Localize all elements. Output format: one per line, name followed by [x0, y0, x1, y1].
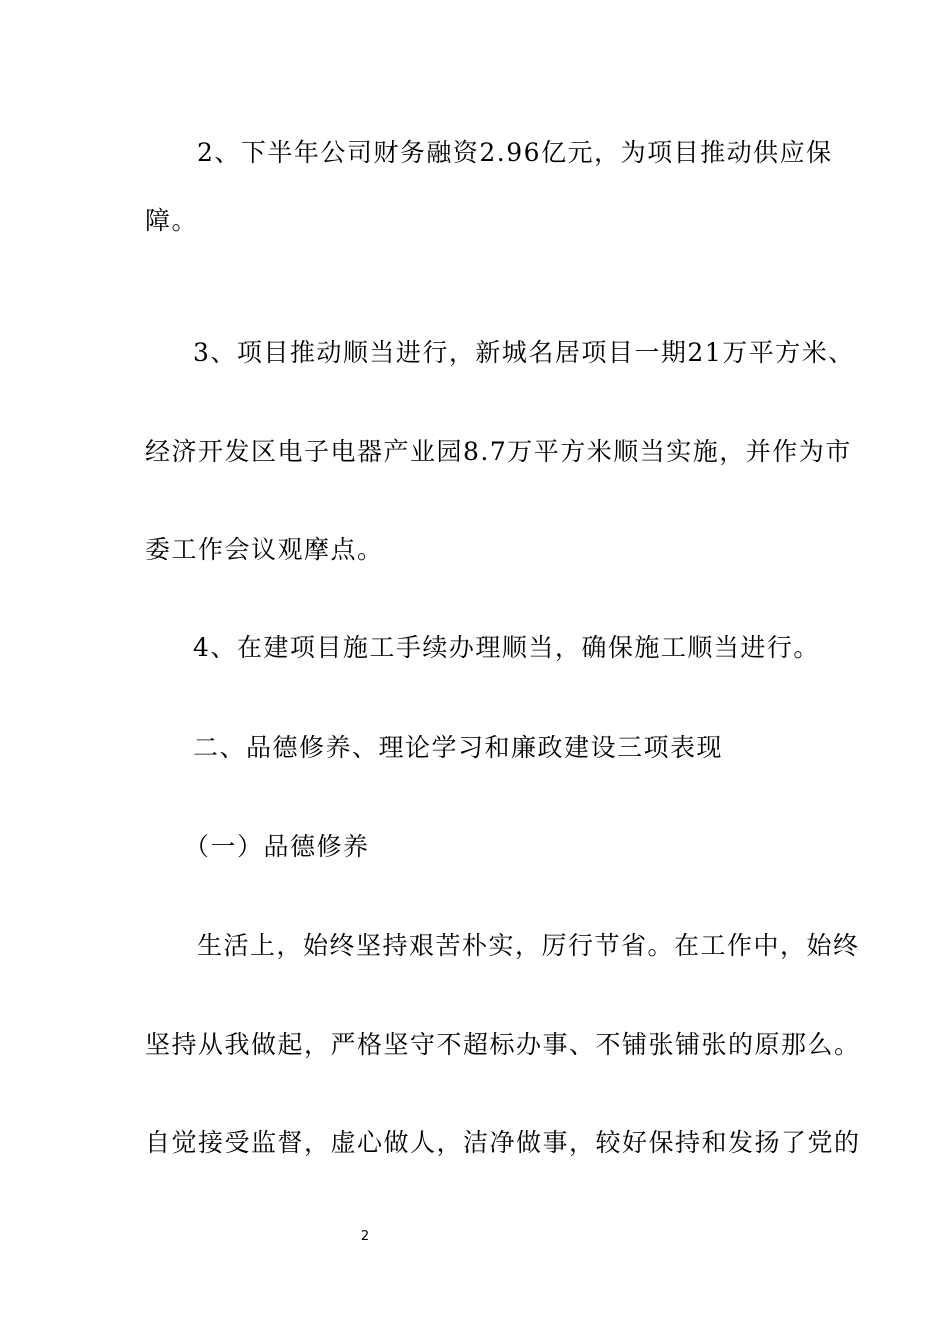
paragraph-line-5: 委工作会议观摩点。 — [145, 535, 384, 564]
paragraph-line-6: 4、在建项目施工手续办理顺当，确保施工顺当进行。 — [193, 633, 820, 662]
paragraph-line-8: 坚持从我做起，严格坚守不超标办事、不铺张铺张的原那么。 — [145, 1030, 861, 1059]
paragraph-line-7: 生活上，始终坚持艰苦朴实，厉行节省。在工作中，始终 — [197, 931, 860, 960]
subsection-heading: （一）品德修养 — [184, 832, 370, 861]
paragraph-line-3: 3、项目推动顺当进行，新城名居项目一期21万平方米、 — [193, 338, 855, 367]
paragraph-line-4: 经济开发区电子电器产业园8.7万平方米顺当实施，并作为市 — [145, 437, 852, 466]
section-heading: 二、品德修养、理论学习和廉政建设三项表现 — [193, 733, 724, 762]
paragraph-line-2: 障。 — [145, 206, 199, 235]
page-number: 2 — [360, 1229, 370, 1244]
paragraph-line-1: 2、下半年公司财务融资2.96亿元，为项目推动供应保 — [197, 138, 833, 167]
paragraph-line-9: 自觉接受监督，虚心做人，洁净做事，较好保持和发扬了党的 — [145, 1128, 861, 1157]
